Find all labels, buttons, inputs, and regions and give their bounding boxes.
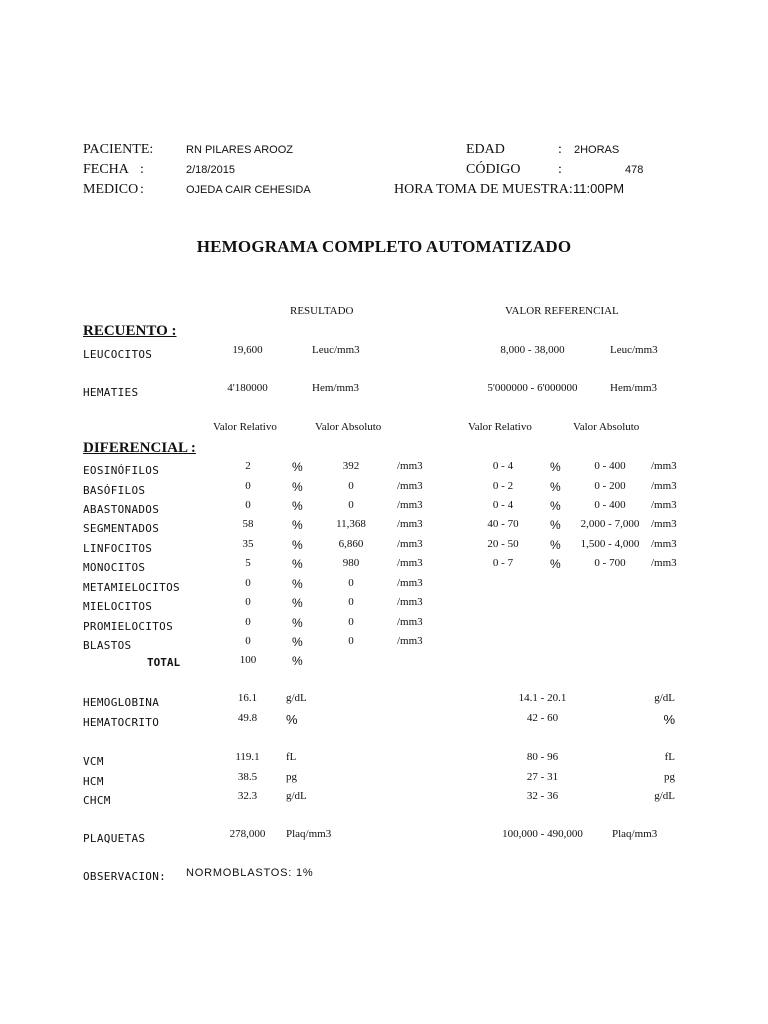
diferencial-abs-unit: /mm3 <box>397 518 423 530</box>
diferencial-ref-abs: 0 - 700 <box>594 557 626 569</box>
resultado-ref: 80 - 96 <box>526 751 559 763</box>
hora-value: 11:00PM <box>573 181 625 196</box>
diferencial-ref-rel: 20 - 50 <box>487 538 519 550</box>
resultado-ref-unit: pg <box>664 771 675 783</box>
diferencial-pct: % <box>292 460 303 474</box>
recuento-unit: Hem/mm3 <box>312 382 360 394</box>
diferencial-pct: % <box>292 518 303 532</box>
diferencial-ref-pct: % <box>550 518 561 532</box>
recuento-ref-unit: Leuc/mm3 <box>610 344 658 356</box>
medico-value: OJEDA CAIR CEHESIDA <box>186 184 311 196</box>
diferencial-abs-unit: /mm3 <box>397 577 423 589</box>
diferencial-ref-rel: 0 - 4 <box>492 460 514 472</box>
diferencial-rel: 0 <box>245 577 251 589</box>
valor-referencial-header: VALOR REFERENCIAL <box>505 305 619 317</box>
paciente-label: PACIENTE: <box>83 142 154 157</box>
diferencial-pct: % <box>292 557 303 571</box>
hora-label: HORA TOMA DE MUESTRA: <box>394 182 573 197</box>
diferencial-pct: % <box>292 596 303 610</box>
codigo-colon: : <box>558 162 562 177</box>
diferencial-abs: 11,368 <box>336 518 366 530</box>
diferencial-abs: 392 <box>342 460 360 472</box>
resultado-unit: Plaq/mm3 <box>286 828 332 840</box>
diferencial-ref-abs: 0 - 400 <box>594 460 626 472</box>
diferencial-abs: 0 <box>348 635 354 647</box>
diferencial-abs: 0 <box>348 480 354 492</box>
resultado-ref: 100,000 - 490,000 <box>502 828 583 840</box>
diferencial-rel: 0 <box>245 499 251 511</box>
resultado-name: VCM <box>83 755 104 768</box>
resultado-ref-unit: fL <box>664 751 675 763</box>
diferencial-pct: % <box>292 577 303 591</box>
diferencial-ref-abs: 0 - 200 <box>594 480 626 492</box>
diferencial-ref-abs-unit: /mm3 <box>651 557 677 569</box>
resultado-unit: pg <box>286 771 297 783</box>
medico-label: MEDICO <box>83 182 139 197</box>
resultado-value: 32.3 <box>237 790 258 802</box>
observacion-value: NORMOBLASTOS: 1% <box>186 867 314 879</box>
diferencial-ref-abs-unit: /mm3 <box>651 518 677 530</box>
edad-value: 2HORAS <box>574 144 620 156</box>
diferencial-name: LINFOCITOS <box>83 542 153 555</box>
resultado-ref: 27 - 31 <box>526 771 559 783</box>
diferencial-section-title: DIFERENCIAL : <box>83 440 196 456</box>
total-value: 100 <box>239 654 257 666</box>
diferencial-ref-rel: 0 - 4 <box>492 499 514 511</box>
diferencial-abs-unit: /mm3 <box>397 616 423 628</box>
diferencial-abs: 0 <box>348 616 354 628</box>
diferencial-abs: 0 <box>348 499 354 511</box>
diferencial-ref-pct: % <box>550 557 561 571</box>
diferencial-pct: % <box>292 616 303 630</box>
resultado-value: 16.1 <box>237 692 258 704</box>
diferencial-name: BLASTOS <box>83 639 132 652</box>
medico-colon: : <box>140 182 144 197</box>
recuento-value: 19,600 <box>232 344 263 356</box>
total-label: TOTAL <box>147 656 181 669</box>
resultado-value: 119.1 <box>235 751 260 763</box>
diferencial-rel: 0 <box>245 616 251 628</box>
resultado-name: CHCM <box>83 794 111 807</box>
diferencial-name: METAMIELOCITOS <box>83 581 180 594</box>
diferencial-abs-unit: /mm3 <box>397 499 423 511</box>
diferencial-ref-abs-unit: /mm3 <box>651 480 677 492</box>
diferencial-ref-abs-unit: /mm3 <box>651 460 677 472</box>
resultado-value: 49.8 <box>237 712 258 724</box>
resultado-name: HEMATOCRITO <box>83 716 160 729</box>
diferencial-abs-unit: /mm3 <box>397 596 423 608</box>
resultado-value: 38.5 <box>237 771 258 783</box>
edad-colon: : <box>558 142 562 157</box>
diferencial-ref-rel: 0 - 2 <box>492 480 514 492</box>
resultado-ref-unit: % <box>663 712 675 727</box>
diferencial-ref-rel: 0 - 7 <box>492 557 514 569</box>
diferencial-rel: 5 <box>245 557 251 569</box>
resultado-ref-unit: g/dL <box>654 790 675 802</box>
diferencial-name: BASÓFILOS <box>83 484 146 497</box>
diferencial-rel: 2 <box>245 460 251 472</box>
diferencial-abs: 0 <box>348 596 354 608</box>
diferencial-abs-unit: /mm3 <box>397 460 423 472</box>
resultado-unit: g/dL <box>286 790 307 802</box>
recuento-value: 4'180000 <box>227 382 268 394</box>
resultado-value: 278,000 <box>229 828 266 840</box>
diferencial-pct: % <box>292 538 303 552</box>
recuento-unit: Leuc/mm3 <box>312 344 360 356</box>
diferencial-abs-unit: /mm3 <box>397 557 423 569</box>
recuento-section-title: RECUENTO : <box>83 323 177 339</box>
resultado-unit: fL <box>286 751 297 763</box>
diferencial-ref-pct: % <box>550 480 561 494</box>
diferencial-name: EOSINÓFILOS <box>83 464 160 477</box>
resultado-ref-unit: Plaq/mm3 <box>612 828 658 840</box>
resultado-ref: 14.1 - 20.1 <box>518 692 567 704</box>
diferencial-name: MONOCITOS <box>83 561 146 574</box>
resultado-header: RESULTADO <box>290 305 354 317</box>
resultado-name: HEMOGLOBINA <box>83 696 160 709</box>
resultado-unit: g/dL <box>286 692 307 704</box>
diferencial-abs: 980 <box>342 557 360 569</box>
codigo-label: CÓDIGO <box>466 162 521 177</box>
diferencial-ref-abs: 2,000 - 7,000 <box>580 518 640 530</box>
page-title: HEMOGRAMA COMPLETO AUTOMATIZADO <box>196 237 572 256</box>
diferencial-ref-rel: 40 - 70 <box>487 518 519 530</box>
diferencial-abs: 0 <box>348 577 354 589</box>
diferencial-rel: 0 <box>245 480 251 492</box>
observacion-label: OBSERVACION: <box>83 870 167 883</box>
diferencial-rel: 0 <box>245 635 251 647</box>
diferencial-name: MIELOCITOS <box>83 600 153 613</box>
diferencial-ref-pct: % <box>550 460 561 474</box>
diferencial-abs: 6,860 <box>338 538 364 550</box>
valor-relativo-header: Valor Relativo <box>213 421 277 433</box>
diferencial-ref-abs-unit: /mm3 <box>651 499 677 511</box>
diferencial-rel: 0 <box>245 596 251 608</box>
resultado-name: HCM <box>83 775 104 788</box>
recuento-name: LEUCOCITOS <box>83 348 153 361</box>
resultado-name: PLAQUETAS <box>83 832 146 845</box>
diferencial-name: PROMIELOCITOS <box>83 620 173 633</box>
diferencial-pct: % <box>292 499 303 513</box>
diferencial-ref-abs: 0 - 400 <box>594 499 626 511</box>
fecha-value: 2/18/2015 <box>186 164 235 176</box>
diferencial-ref-abs-unit: /mm3 <box>651 538 677 550</box>
diferencial-ref-abs: 1,500 - 4,000 <box>580 538 640 550</box>
resultado-unit: % <box>286 712 298 727</box>
diferencial-abs-unit: /mm3 <box>397 480 423 492</box>
diferencial-name: SEGMENTADOS <box>83 522 160 535</box>
diferencial-rel: 35 <box>242 538 254 550</box>
diferencial-abs-unit: /mm3 <box>397 538 423 550</box>
diferencial-rel: 58 <box>242 518 254 530</box>
valor-absoluto-header: Valor Absoluto <box>315 421 382 433</box>
recuento-ref-unit: Hem/mm3 <box>610 382 658 394</box>
codigo-value: 478 <box>625 164 644 176</box>
fecha-colon: : <box>140 162 144 177</box>
diferencial-name: ABASTONADOS <box>83 503 160 516</box>
fecha-label: FECHA <box>83 162 129 177</box>
recuento-name: HEMATIES <box>83 386 139 399</box>
diferencial-abs-unit: /mm3 <box>397 635 423 647</box>
ref-valor-relativo-header: Valor Relativo <box>468 421 532 433</box>
diferencial-pct: % <box>292 635 303 649</box>
diferencial-ref-pct: % <box>550 538 561 552</box>
recuento-ref: 8,000 - 38,000 <box>500 344 565 356</box>
resultado-ref: 42 - 60 <box>526 712 559 724</box>
resultado-ref-unit: g/dL <box>654 692 675 704</box>
edad-label: EDAD <box>466 142 505 157</box>
resultado-ref: 32 - 36 <box>526 790 559 802</box>
recuento-ref: 5'000000 - 6'000000 <box>487 382 578 394</box>
paciente-value: RN PILARES AROOZ <box>186 144 293 156</box>
diferencial-ref-pct: % <box>550 499 561 513</box>
total-pct: % <box>292 654 303 668</box>
ref-valor-absoluto-header: Valor Absoluto <box>573 421 640 433</box>
diferencial-pct: % <box>292 480 303 494</box>
